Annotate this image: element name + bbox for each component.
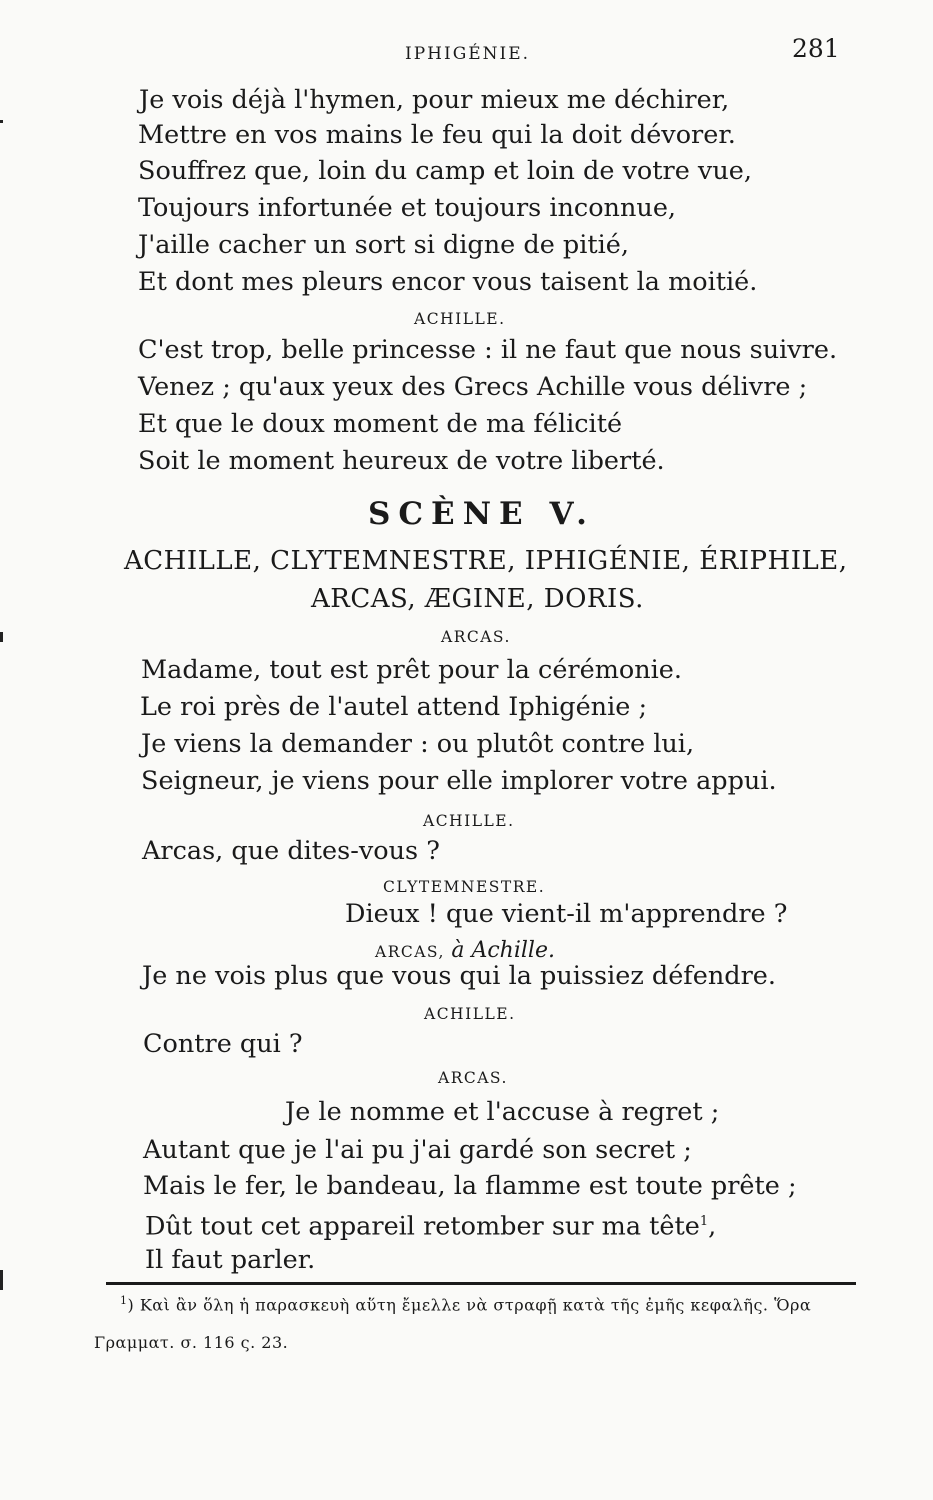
speaker-name: ARCAS. [438, 1069, 508, 1087]
verse-line: Je vois déjà l'hymen, pour mieux me déchirer, [139, 85, 730, 115]
speaker-name: ACHILLE. [424, 1005, 516, 1023]
verse-line: Mais le fer, le bandeau, la flamme est toute prête ; [143, 1171, 797, 1201]
cast-list: ACHILLE, CLYTEMNESTRE, IPHIGÉNIE, ÉRIPHILE, [124, 546, 848, 576]
verse-line: Mettre en vos mains le feu qui la doit dévorer. [138, 120, 736, 150]
page-edge-mark [0, 1270, 3, 1290]
verse-line: Et dont mes pleurs encor vous taisent la moitié. [138, 267, 758, 297]
footnote-marker: 1 [120, 1294, 128, 1307]
page-edge-mark [0, 120, 3, 123]
stage-direction: à Achille. [451, 938, 555, 963]
footnote-continuation: Γραμματ. σ. 116 ς. 23. [94, 1333, 289, 1352]
verse-line: Contre qui ? [143, 1029, 303, 1059]
footnote-text: ) Καὶ ἂν ὅλη ἡ παρασκευὴ αὕτη ἔμελλε νὰ στραφῇ κατὰ τῆς ἐμῆς κεφαλῆς. Ὅρα [127, 1295, 812, 1315]
verse-line: Dût tout cet appareil retomber sur ma tête$^1$, [145, 1211, 717, 1242]
speaker-name [375, 938, 555, 963]
speaker-label: ARCAS, [375, 943, 445, 961]
verse-line: C'est trop, belle princesse : il ne faut que nous suivre. [138, 335, 838, 365]
footnote-reference: 1 [699, 1214, 709, 1229]
verse-line: Je le nomme et l'accuse à regret ; [285, 1097, 720, 1127]
verse-line: Toujours infortunée et toujours inconnue, [138, 193, 677, 223]
verse-line: Soit le moment heureux de votre liberté. [138, 446, 665, 476]
scene-heading: SCÈNE V. [368, 496, 595, 532]
verse-line: Je viens la demander : ou plutôt contre lui, [141, 729, 695, 759]
cast-list: ARCAS, ÆGINE, DORIS. [311, 584, 644, 614]
verse-text: Dût tout cet appareil retomber sur ma tête [145, 1211, 700, 1242]
page-edge-mark [0, 632, 3, 642]
page-number: 281 [792, 34, 840, 63]
footnote-rule [106, 1282, 856, 1285]
speaker-name: ARCAS. [441, 628, 511, 646]
verse-line: Le roi près de l'autel attend Iphigénie ; [140, 692, 648, 722]
verse-line: J'aille cacher un sort si digne de pitié, [138, 230, 629, 260]
verse-line: Seigneur, je viens pour elle implorer votre appui. [141, 766, 777, 796]
verse-line: Autant que je l'ai pu j'ai gardé son secret ; [143, 1135, 692, 1165]
verse-line: Souffrez que, loin du camp et loin de votre vue, [138, 156, 752, 186]
verse-line: Madame, tout est prêt pour la cérémonie. [141, 655, 683, 685]
verse-line: Il faut parler. [145, 1245, 316, 1275]
footnote [120, 1294, 811, 1314]
verse-line: Arcas, que dites-vous ? [142, 836, 440, 866]
verse-line: Dieux ! que vient-il m'apprendre ? [345, 899, 788, 929]
running-header: IPHIGÉNIE. [405, 44, 531, 64]
verse-line: Et que le doux moment de ma félicité [138, 409, 623, 439]
speaker-name: ACHILLE. [423, 812, 515, 830]
speaker-name: ACHILLE. [414, 310, 506, 328]
speaker-name: CLYTEMNESTRE. [383, 878, 546, 896]
verse-line: Je ne vois plus que vous qui la puissiez défendre. [142, 961, 776, 991]
verse-line: Venez ; qu'aux yeux des Grecs Achille vous délivre ; [138, 372, 808, 402]
